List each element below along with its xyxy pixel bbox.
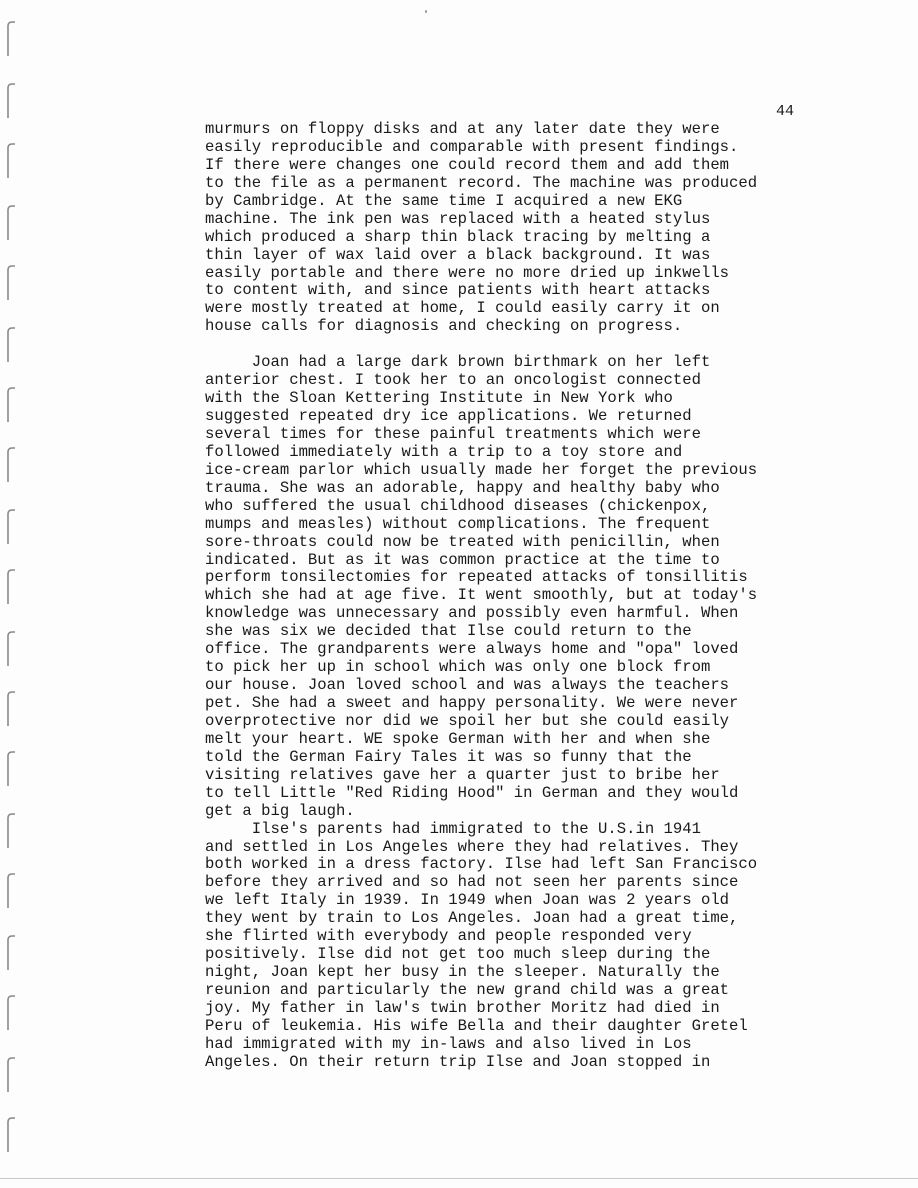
text-line: which she had at age five. It went smoothly, but at today's	[205, 586, 758, 605]
scan-bottom-edge	[0, 1178, 918, 1179]
text-line: she was six we decided that Ilse could return to the	[205, 622, 692, 641]
text-line: she flirted with everybody and people responded very	[205, 927, 692, 946]
text-line: our house. Joan loved school and was always the teachers	[205, 676, 730, 695]
text-line: Ilse's parents had immigrated to the U.S.in 1941	[205, 819, 701, 838]
text-line: were mostly treated at home, I could easily carry it on	[205, 299, 720, 318]
text-line: and settled in Los Angeles where they had relatives. They	[205, 837, 739, 856]
text-line: trauma. She was an adorable, happy and healthy baby who	[205, 478, 720, 497]
text-line: told the German Fairy Tales it was so funny that the	[205, 747, 692, 766]
body-text	[205, 121, 885, 1072]
text-line: sore-throats could now be treated with penicillin, when	[205, 532, 720, 551]
text-line: anterior chest. I took her to an oncologist connected	[205, 371, 701, 390]
binder-mark	[8, 448, 15, 482]
text-line: melt your heart. WE spoke German with her and when she	[205, 729, 711, 748]
text-line: easily portable and there were no more dried up inkwells	[205, 263, 730, 282]
text-line: positively. Ilse did not get too much sleep during the	[205, 945, 711, 964]
binder-mark	[8, 328, 15, 362]
text-line: Angeles. On their return trip Ilse and Joan stopped in	[205, 1052, 711, 1071]
binder-mark	[8, 388, 15, 422]
paragraph-ilse-parents	[205, 821, 885, 1072]
binder-mark	[8, 206, 15, 240]
text-line: night, Joan kept her busy in the sleeper. Naturally the	[205, 963, 720, 982]
paragraph-gap	[205, 336, 885, 354]
text-line: machine. The ink pen was replaced with a heated stylus	[205, 209, 711, 228]
text-line: they went by train to Los Angeles. Joan had a great time,	[205, 909, 739, 928]
binder-mark	[8, 814, 15, 848]
binder-mark	[8, 266, 15, 300]
text-line: reunion and particularly the new grand child was a great	[205, 981, 730, 999]
binder-mark	[8, 996, 15, 1030]
text-line: pet. She had a sweet and happy personality. We were never	[205, 694, 739, 712]
scan-speck	[425, 10, 427, 13]
binder-mark	[8, 874, 15, 908]
text-line: Peru of leukemia. His wife Bella and their daughter Gretel	[205, 1016, 748, 1035]
text-line: suggested repeated dry ice applications. We returned	[205, 407, 692, 425]
binder-mark	[8, 692, 15, 726]
text-line: Joan had a large dark brown birthmark on her left	[205, 353, 711, 372]
text-line: before they arrived and so had not seen her parents since	[205, 873, 739, 892]
text-line: to tell Little "Red Riding Hood" in German and they would	[205, 783, 739, 802]
binder-mark	[8, 510, 15, 544]
text-line: house calls for diagnosis and checking on progress.	[205, 317, 683, 336]
text-line: mumps and measles) without complications. The frequent	[205, 514, 711, 533]
text-line: both worked in a dress factory. Ilse had left San Francisco	[205, 855, 758, 874]
text-line: murmurs on floppy disks and at any later date they were	[205, 120, 720, 138]
text-line: get a big laugh.	[205, 801, 355, 820]
binder-mark	[8, 936, 15, 970]
text-line: thin layer of wax laid over a black background. It was	[205, 245, 711, 264]
text-line: If there were changes one could record them and add them	[205, 155, 730, 174]
binder-mark	[8, 84, 15, 118]
text-line: indicated. But as it was common practice at the time to	[205, 550, 720, 569]
binder-mark	[8, 1118, 15, 1152]
text-line: office. The grandparents were always home and "opa" loved	[205, 640, 739, 659]
binder-hole-marks	[0, 0, 20, 1188]
paragraph-joan-childhood	[205, 354, 885, 820]
text-line: joy. My father in law's twin brother Moritz had died in	[205, 998, 720, 1017]
text-line: to pick her up in school which was only one block from	[205, 658, 711, 677]
text-line: overprotective nor did we spoil her but she could easily	[205, 711, 730, 730]
text-line: several times for these painful treatments which were	[205, 424, 701, 443]
paragraph-device-description	[205, 121, 885, 336]
text-line: visiting relatives gave her a quarter just to bribe her	[205, 765, 720, 784]
text-line: easily reproducible and comparable with present findings.	[205, 137, 739, 156]
text-line: ice-cream parlor which usually made her forget the previous	[205, 460, 758, 479]
binder-mark	[8, 570, 15, 604]
text-line: by Cambridge. At the same time I acquired a new EKG	[205, 191, 683, 210]
text-line: we left Italy in 1939. In 1949 when Joan was 2 years old	[205, 891, 730, 910]
text-line: to content with, and since patients with heart attacks	[205, 281, 711, 300]
binder-mark	[8, 144, 15, 178]
text-line: perform tonsilectomies for repeated attacks of tonsillitis	[205, 568, 748, 587]
text-line: with the Sloan Kettering Institute in New York who	[205, 389, 673, 408]
binder-mark	[8, 752, 15, 786]
binder-mark	[8, 22, 15, 56]
binder-mark	[8, 1058, 15, 1092]
text-line: had immigrated with my in-laws and also lived in Los	[205, 1034, 692, 1053]
page-number: 44	[776, 103, 795, 120]
binder-mark	[8, 632, 15, 666]
text-line: knowledge was unnecessary and possibly even harmful. When	[205, 604, 739, 623]
text-line: to the file as a permanent record. The machine was produced	[205, 173, 758, 192]
text-line: followed immediately with a trip to a toy store and	[205, 442, 683, 461]
text-line: who suffered the usual childhood diseases (chickenpox,	[205, 496, 711, 515]
text-line: which produced a sharp thin black tracing by melting a	[205, 227, 711, 246]
